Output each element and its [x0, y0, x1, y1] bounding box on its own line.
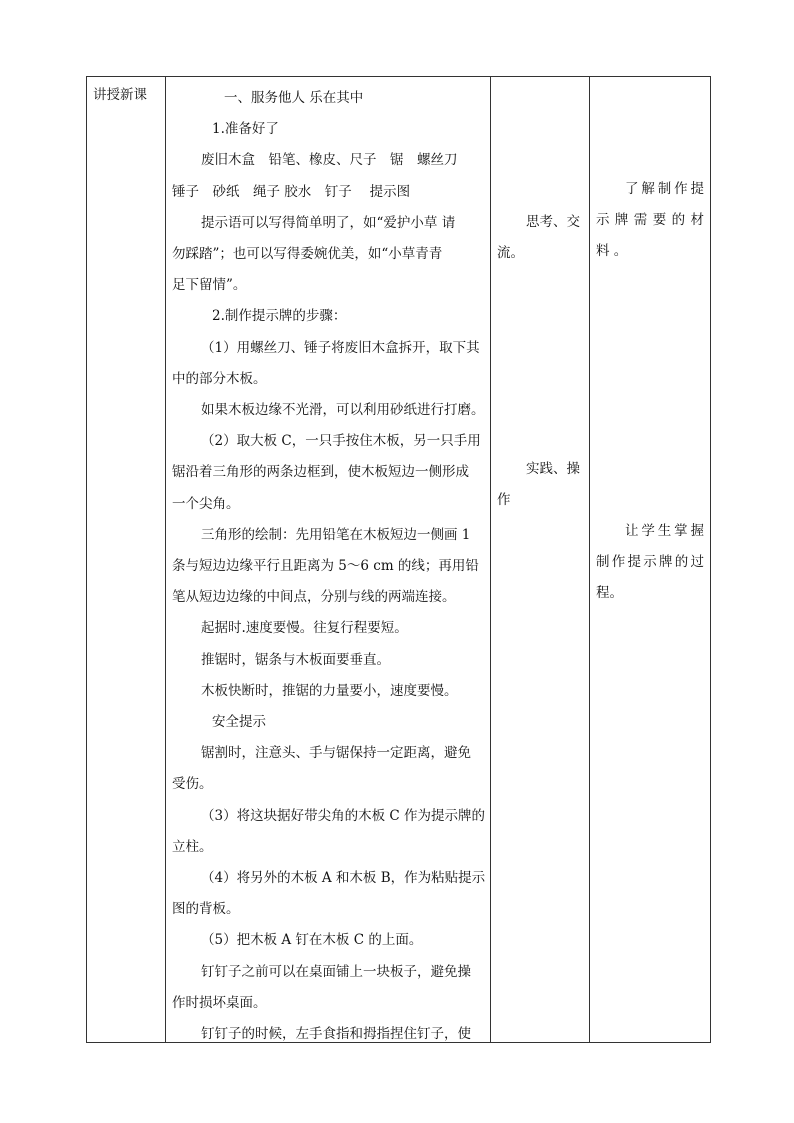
content-line: （2）取大板 C，一只手按住木板，另一只手用	[201, 433, 481, 450]
content-line: 勿踩踏”；也可以写得委婉优美，如“小草青青	[172, 246, 443, 263]
design-intent-materials	[596, 174, 704, 268]
section-label: 讲授新课	[93, 87, 147, 103]
content-line: （1）用螺丝刀、锤子将废旧木盒拆开，取下其	[201, 339, 480, 356]
student-activity-practice	[497, 454, 585, 516]
goal-line: 示牌需要的材	[596, 212, 704, 229]
activity-line: 思考、交	[526, 214, 580, 230]
content-line: 1.准备好了	[212, 121, 279, 138]
activity-line: 作	[497, 492, 511, 509]
content-line: 废旧木盒 铅笔、橡皮、尺子 锯 螺丝刀	[201, 152, 458, 169]
content-line: 笔从短边边缘的中间点，分别与线的两端连接。	[172, 589, 456, 606]
goal-line: 料 。	[596, 243, 628, 260]
content-line: 中的部分木板。	[172, 370, 267, 387]
content-cell	[166, 77, 491, 1043]
content-line: 提示语可以写得简单明了，如“爱护小草 请	[201, 214, 456, 231]
content-line: 锯沿着三角形的两条边框到，使木板短边一侧形成	[172, 464, 469, 481]
content-line: 锤子 砂纸 绳子 胶水 钉子 提示图	[172, 183, 411, 200]
content-line: 安全提示	[212, 714, 266, 731]
content-line: 锯割时，注意头、手与锯保持一定距离，避免	[201, 745, 471, 762]
section-label-cell	[87, 77, 166, 1043]
content-line: 受伤。	[172, 776, 213, 793]
student-activity-discuss	[497, 207, 585, 269]
content-line: （3）将这块据好带尖角的木板 C 作为提示牌的	[201, 807, 486, 824]
content-line: 如果木板边缘不光滑，可以利用砂纸进行打磨。	[201, 402, 485, 419]
content-line: （4）将另外的木板 A 和木板 B，作为粘贴提示	[201, 870, 486, 887]
activity-cell	[491, 77, 590, 1043]
activity-line: 实践、操	[526, 461, 580, 477]
goal-cell	[590, 77, 711, 1043]
content-line: 一个尖角。	[172, 495, 240, 512]
content-line: 起据时.速度要慢。往复行程要短。	[201, 620, 408, 637]
goal-line: 制作提示牌的过	[596, 554, 704, 571]
goal-line: 让学生掌握	[625, 523, 704, 539]
content-line: 钉钉子的时候，左手食指和拇指捏住钉子，使	[201, 1026, 471, 1043]
content-line: 条与短边边缘平行且距离为 5～6 cm 的线；再用铅	[172, 558, 479, 575]
content-line: 木板快断时，推锯的力量要小，速度要慢。	[201, 682, 458, 699]
content-line: 钉钉子之前可以在桌面铺上一块板子，避免操	[201, 963, 471, 980]
lesson-plan-table	[86, 76, 711, 1043]
content-line: 作时损坏桌面。	[172, 994, 267, 1011]
design-intent-process	[596, 516, 704, 610]
content-line: 2.制作提示牌的步骤：	[212, 308, 347, 325]
content-line: 一、服务他人 乐在其中	[224, 90, 364, 106]
teaching-content	[172, 83, 486, 1050]
content-line: 立柱。	[172, 838, 213, 855]
content-line: 推锯时，锯条与木板面要垂直。	[201, 651, 390, 668]
goal-line: 程。	[596, 585, 623, 602]
activity-line: 流。	[497, 245, 524, 262]
content-line: 图的背板。	[172, 901, 240, 918]
table-row	[87, 77, 711, 1043]
goal-line: 了解制作提	[625, 181, 704, 197]
content-line: 三角形的绘制：先用铅笔在木板短边一侧画 1	[201, 526, 471, 543]
content-line: 足下留情”。	[172, 277, 247, 294]
content-line: （5）把木板 A 钉在木板 C 的上面。	[201, 932, 423, 949]
